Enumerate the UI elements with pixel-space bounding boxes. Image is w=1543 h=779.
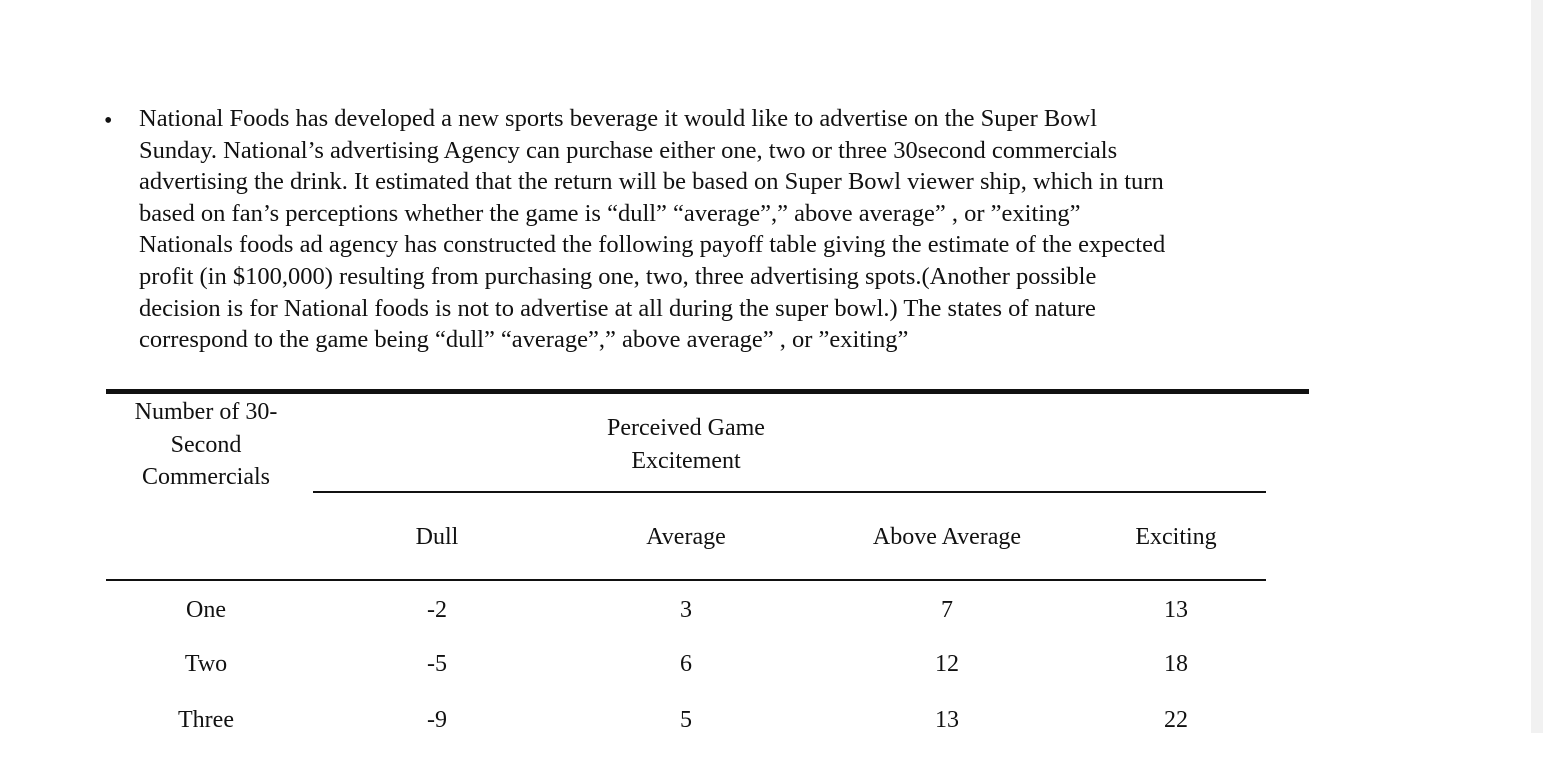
stub-header-line: Number of 30- [134,399,278,425]
table-top-rule [106,389,1309,394]
paragraph-line: correspond to the game being “dull” “average”,” above average” , or ”exiting” [139,326,909,354]
spanner-header [607,412,765,477]
paragraph-line: profit (in $100,000) resulting from purchasing one, two, three advertising spots.(Another possible [139,262,1097,290]
table-cell: 6 [680,651,692,677]
table-header-bottom-rule [106,579,1266,581]
spanner-header-line: Excitement [631,447,741,474]
column-header-dull: Dull [415,524,459,550]
table-cell: 12 [935,651,959,677]
table-cell: 22 [1164,707,1188,733]
problem-paragraph [139,103,1314,356]
paragraph-line: based on fan’s perceptions whether the game is “dull” “average”,” above average” , or ”exiting” [139,199,1081,227]
table-cell: 7 [941,597,953,623]
table-cell: 13 [1164,597,1188,623]
table-cell: -5 [427,651,447,677]
table-cell: -2 [427,597,447,623]
table-cell: 5 [680,707,692,733]
column-header-exciting: Exciting [1135,524,1217,550]
stub-header [135,396,278,494]
table-cell: 3 [680,597,692,623]
paragraph-line: National Foods has developed a new sports beverage it would like to advertise on the Super Bowl [139,105,1098,132]
page-scroll-edge [1531,0,1543,733]
row-label-one: One [186,597,226,623]
stub-header-line: Commercials [142,464,270,490]
row-label-two: Two [184,651,228,677]
row-label-three: Three [178,707,234,733]
column-header-above-average: Above Average [872,524,1022,550]
list-bullet: • [104,108,113,134]
table-spanner-rule [313,491,1266,493]
spanner-header-line: Perceived Game [607,415,765,441]
paragraph-line: Nationals foods ad agency has constructed the following payoff table giving the estimate of the expected [139,231,1166,259]
table-cell: -9 [427,707,447,733]
table-cell: 18 [1164,651,1188,677]
table-cell: 13 [935,707,959,733]
column-header-average: Average [646,524,726,550]
paragraph-line: Sunday. National’s advertising Agency can purchase either one, two or three 30second commercials [139,136,1118,164]
stub-header-line: Second [170,431,242,458]
paragraph-line: advertising the drink. It estimated that the return will be based on Super Bowl viewer ship, which in turn [139,168,1164,196]
paragraph-line: decision is for National foods is not to advertise at all during the super bowl.) The states of nature [139,294,1096,322]
